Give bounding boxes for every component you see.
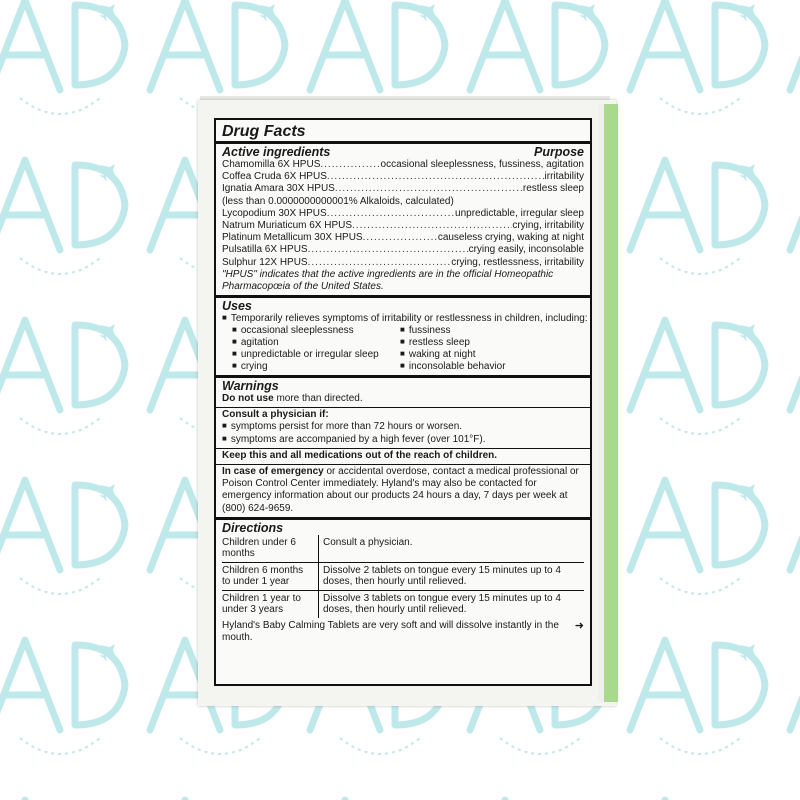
box-side-green bbox=[604, 104, 618, 702]
ingredient-row: Sulphur 12X HPUS ..... crying, restlessness, irritability bbox=[222, 257, 584, 269]
table-row: Children 6 months to under 1 year Dissolve 2 tablets on tongue every 15 minutes up to 4 doses, then hourly until relieved. bbox=[222, 562, 584, 590]
consult-item: ■ symptoms are accompanied by a high fever (over 101°F). bbox=[222, 434, 584, 446]
table-row: Children under 6 months Consult a physician. bbox=[222, 535, 584, 563]
ingredient-row: Chamomilla 6X HPUS ..... occasional sleeplessness, fussiness, agitation bbox=[222, 159, 584, 171]
footer-row bbox=[222, 618, 584, 644]
directions-section bbox=[216, 520, 590, 646]
ingredient-row: Pulsatilla 6X HPUS ..... crying easily, inconsolable bbox=[222, 244, 584, 256]
emergency-text: In case of emergency or accidental overdose, contact a medical professional or Poison Control Center immediately. Hyland's may also be contacted for emergency information about our products 24 hours a day, 7 days per week at (800) 624-9659. bbox=[222, 466, 579, 514]
keep-away-text: Keep this and all medications out of the reach of children. bbox=[222, 449, 498, 461]
use-item: ■ agitation bbox=[232, 337, 400, 349]
keep-away-section bbox=[216, 449, 590, 464]
footer-note: Hyland's Baby Calming Tablets are very soft and will dissolve instantly in the mouth. bbox=[222, 619, 559, 643]
use-item: ■ crying bbox=[232, 361, 400, 373]
use-item: ■ unpredictable or irregular sleep bbox=[232, 349, 400, 361]
warnings-header: Warnings bbox=[222, 379, 279, 394]
drug-facts-panel bbox=[214, 118, 592, 686]
active-ingredients-header: Active ingredients bbox=[222, 145, 331, 159]
purpose-header: Purpose bbox=[533, 145, 584, 159]
use-item: ■ restless sleep bbox=[400, 337, 584, 349]
use-item: ■ fussiness bbox=[400, 325, 584, 337]
ingredient-row: Natrum Muriaticum 6X HPUS ..... crying, irritability bbox=[222, 220, 584, 232]
consult-section bbox=[216, 408, 590, 448]
use-item: ■ inconsolable behavior bbox=[400, 361, 584, 373]
consult-item: ■ symptoms persist for more than 72 hours or worsen. bbox=[222, 421, 584, 433]
emergency-section bbox=[216, 465, 590, 517]
uses-intro: ■ Temporarily relieves symptoms of irritability or restlessness in children, including: bbox=[222, 313, 584, 325]
use-item: ■ waking at night bbox=[400, 349, 584, 361]
consult-header: Consult a physician if: bbox=[222, 409, 329, 421]
hpus-note: "HPUS" indicates that the active ingredients are in the official Homeopathic Pharmacopœia of the United States. bbox=[222, 268, 554, 292]
directions-header: Directions bbox=[222, 520, 284, 535]
warnings-section bbox=[216, 378, 590, 407]
uses-header: Uses bbox=[222, 298, 252, 313]
active-ingredients-section bbox=[216, 144, 590, 295]
use-item: ■ occasional sleeplessness bbox=[232, 325, 400, 337]
ingredient-row: Ignatia Amara 30X HPUS ..... restless sleep bbox=[222, 183, 584, 195]
ingredient-row: Lycopodium 30X HPUS ..... unpredictable, irregular sleep bbox=[222, 208, 584, 220]
arrow-right-icon: ➜ bbox=[574, 619, 584, 632]
alkaloid-note: (less than 0.0000000000001% Alkaloids, calculated) bbox=[222, 195, 454, 207]
ingredient-row: Coffea Cruda 6X HPUS ..... irritability bbox=[222, 171, 584, 183]
ingredient-row: Platinum Metallicum 30X HPUS ..... causeless crying, waking at night bbox=[222, 232, 584, 244]
uses-section bbox=[216, 298, 590, 375]
table-row: Children 1 year to under 3 years Dissolve 3 tablets on tongue every 15 minutes up to 4 doses, then hourly until relieved. bbox=[222, 590, 584, 618]
do-not-use-line: Do not use more than directed. bbox=[222, 393, 363, 405]
drug-facts-title: Drug Facts bbox=[222, 123, 306, 140]
directions-table bbox=[222, 535, 584, 618]
